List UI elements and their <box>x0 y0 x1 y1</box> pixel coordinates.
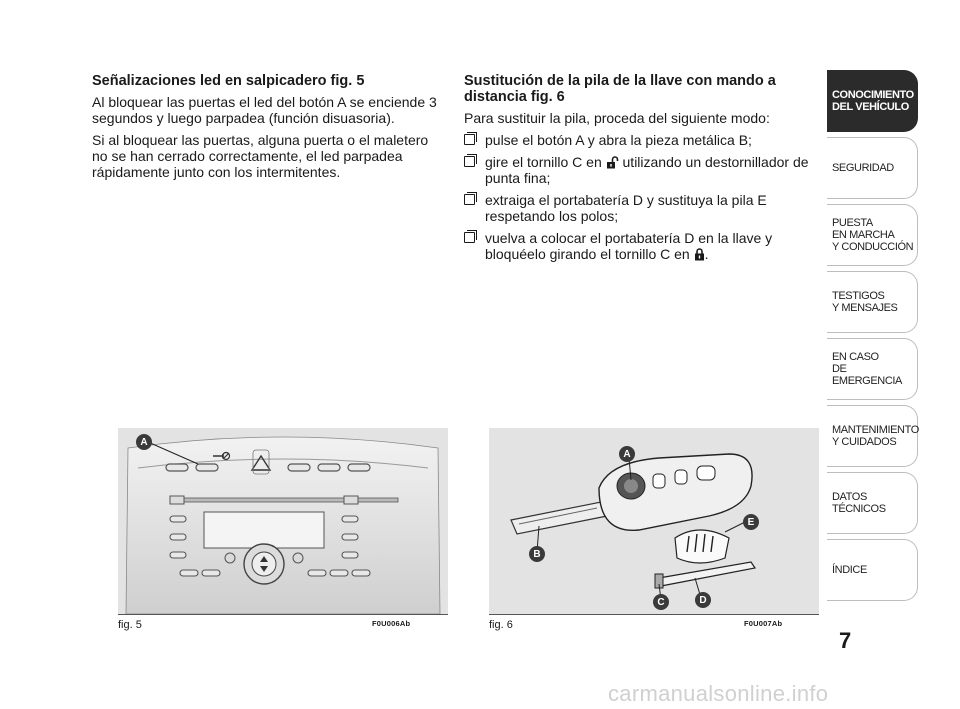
page-number: 7 <box>839 628 852 653</box>
tab-indice[interactable]: ÍNDICE <box>827 539 918 601</box>
section-heading-led: Señalizaciones led en salpicadero fig. 5 <box>92 73 365 89</box>
list-item: pulse el botón A y abra la pieza metálica B; <box>464 132 809 148</box>
label-a: A <box>619 446 635 462</box>
label-e: E <box>743 514 759 530</box>
paragraph-led-1: Al bloquear las puertas el led del botón A se enciende 3 segundos y luego parpadea (función disuasoria). <box>92 94 437 126</box>
checkbox-bullet-icon <box>464 156 475 167</box>
label-b: B <box>529 546 545 562</box>
tab-mantenimiento[interactable]: MANTENIMIENTO Y CUIDADOS <box>827 405 918 467</box>
section-heading-battery: Sustitución de la pila de la llave con mando a distancia fig. 6 <box>464 73 776 105</box>
checkbox-bullet-icon <box>464 134 475 145</box>
watermark: carmanualsonline.info <box>608 681 829 706</box>
tab-emergencia[interactable]: EN CASO DE EMERGENCIA <box>827 338 918 400</box>
fig5-rule <box>118 614 448 615</box>
tab-seguridad[interactable]: SEGURIDAD <box>827 137 918 199</box>
label-a: A <box>136 434 152 450</box>
list-item: gire el tornillo C en utilizando un destornillador de punta fina; <box>464 154 809 186</box>
tab-puesta-en-marcha[interactable]: PUESTA EN MARCHA Y CONDUCCIÓN <box>827 204 918 266</box>
key-illustration <box>489 428 819 614</box>
fig6-code: F0U007Ab <box>744 619 783 628</box>
right-column <box>464 73 809 268</box>
unlock-icon <box>606 156 619 169</box>
paragraph-battery-intro: Para sustituir la pila, proceda del siguiente modo: <box>464 110 770 126</box>
label-d: D <box>695 592 711 608</box>
fig6-caption: fig. 6 <box>489 619 513 631</box>
tab-datos-tecnicos[interactable]: DATOS TÉCNICOS <box>827 472 918 534</box>
label-c: C <box>653 594 669 610</box>
fig5-code: F0U006Ab <box>372 619 411 628</box>
tab-conocimiento[interactable]: CONOCIMIENTO DEL VEHÍCULO <box>827 70 918 132</box>
figure-key-battery <box>489 428 819 614</box>
paragraph-led-2: Si al bloquear las puertas, alguna puerta o el maletero no se han cerrado correctamente, el led parpadea rápidamente junto con los intermitentes. <box>92 132 429 180</box>
checkbox-bullet-icon <box>464 232 475 243</box>
left-column <box>92 73 437 186</box>
list-item: extraiga el portabatería D y sustituya la pila E respetando los polos; <box>464 192 809 224</box>
radio-illustration <box>118 428 448 614</box>
tab-testigos[interactable]: TESTIGOS Y MENSAJES <box>827 271 918 333</box>
fig5-caption: fig. 5 <box>118 619 142 631</box>
lock-icon <box>694 248 705 261</box>
checkbox-bullet-icon <box>464 194 475 205</box>
chapter-tabs <box>827 70 918 606</box>
steps-list <box>464 132 809 262</box>
fig6-rule <box>489 614 819 615</box>
figure-dashboard-radio <box>118 428 448 614</box>
list-item: vuelva a colocar el portabatería D en la llave y bloquéelo girando el tornillo C en . <box>464 230 809 262</box>
